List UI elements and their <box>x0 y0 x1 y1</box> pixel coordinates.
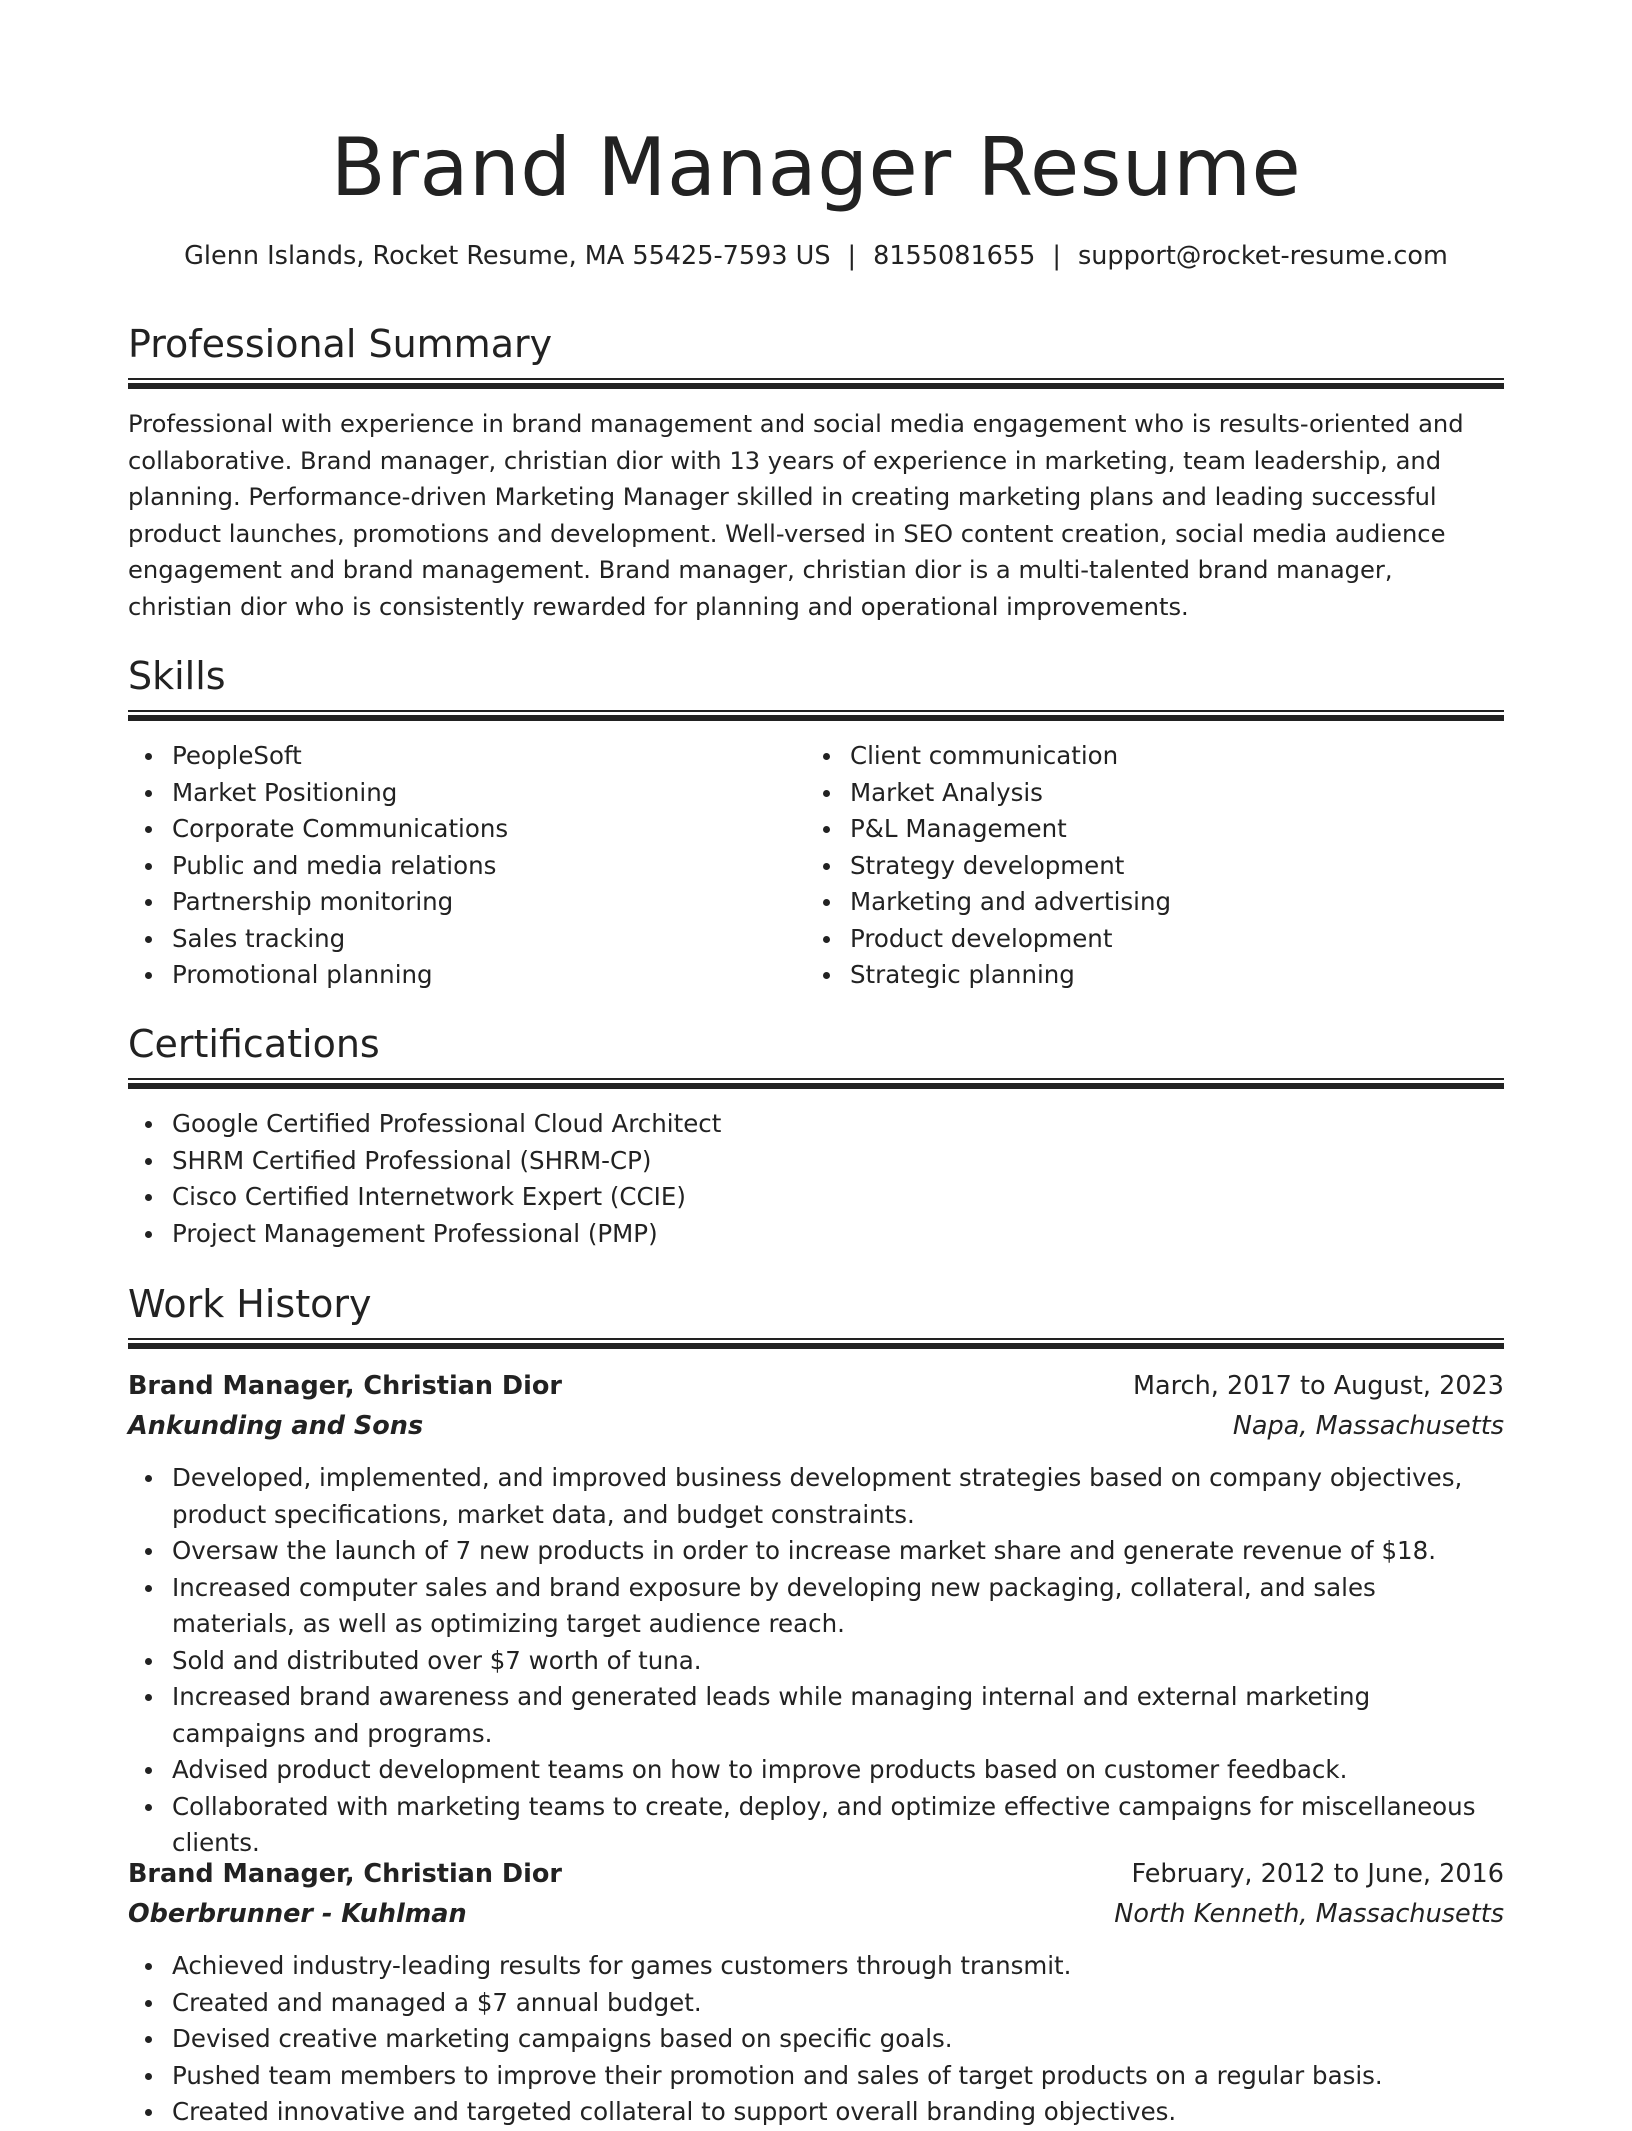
job-bullet: Created and managed a $7 annual budget. <box>128 1985 1504 2022</box>
certification-item: Google Certified Professional Cloud Architect <box>128 1106 1504 1143</box>
section-divider <box>128 1078 1504 1089</box>
skill-item: Strategy development <box>806 848 1476 885</box>
certifications-list <box>128 1106 1504 1252</box>
job-title: Brand Manager, Christian Dior <box>128 1371 562 1401</box>
skill-item: PeopleSoft <box>128 738 798 775</box>
contact-phone: 8155081655 <box>873 241 1036 271</box>
contact-separator: | <box>1052 241 1061 271</box>
section-heading-work-history: Work History <box>128 1282 372 1326</box>
job-bullet: Advised product development teams on how to improve products based on customer feedback. <box>128 1752 1504 1789</box>
job-title: Brand Manager, Christian Dior <box>128 1859 562 1889</box>
job-company: Oberbrunner - Kuhlman <box>128 1899 467 1929</box>
section-divider <box>128 1338 1504 1349</box>
skill-item: Market Analysis <box>806 775 1476 812</box>
skill-item: Public and media relations <box>128 848 798 885</box>
skills-list-right <box>806 738 1476 994</box>
section-heading-summary: Professional Summary <box>128 322 553 366</box>
skill-item: Marketing and advertising <box>806 884 1476 921</box>
job-bullet: Devised creative marketing campaigns based on specific goals. <box>128 2021 1504 2058</box>
job-company: Ankunding and Sons <box>128 1411 424 1441</box>
skills-list-left <box>128 738 798 994</box>
job-bullet: Achieved industry-leading results for games customers through transmit. <box>128 1948 1504 1985</box>
contact-email: support@rocket-resume.com <box>1077 241 1448 271</box>
job-bullet: Oversaw the launch of 7 new products in order to increase market share and generate revenue of $18. <box>128 1533 1504 1570</box>
certification-item: Cisco Certified Internetwork Expert (CCIE) <box>128 1179 1504 1216</box>
job-bullet-list <box>128 1460 1504 1862</box>
certification-item: SHRM Certified Professional (SHRM-CP) <box>128 1143 1504 1180</box>
job-bullet: Sold and distributed over $7 worth of tuna. <box>128 1643 1504 1680</box>
skill-item: Market Positioning <box>128 775 798 812</box>
job-bullet: Developed, implemented, and improved business development strategies based on company objectives, product specifications, market data, and budget constraints. <box>128 1460 1504 1533</box>
section-heading-skills: Skills <box>128 654 226 698</box>
skill-item: P&L Management <box>806 811 1476 848</box>
section-divider <box>128 378 1504 389</box>
job-location: Napa, Massachusetts <box>1232 1411 1504 1441</box>
summary-text: Professional with experience in brand management and social media engagement who is results-oriented and collaborative. Brand manager, christian dior with 13 years of experience in marketing, team leadership, and planning. Performance-driven Marketing Manager skilled in creating marketing plans and leading successful product launches, promotions and development. Well-versed in SEO content creation, social media audience engagement and brand management. Brand manager, christian dior is a multi-talented brand manager, christian dior who is consistently rewarded for planning and operational improvements. <box>128 410 1464 621</box>
certification-item: Project Management Professional (PMP) <box>128 1216 1504 1253</box>
contact-line <box>128 238 1504 274</box>
job-bullet: Increased computer sales and brand exposure by developing new packaging, collateral, and sales materials, as well as optimizing target audience reach. <box>128 1570 1504 1643</box>
job-bullet: Pushed team members to improve their promotion and sales of target products on a regular basis. <box>128 2058 1504 2095</box>
section-heading-certifications: Certifications <box>128 1022 380 1066</box>
job-bullet: Created innovative and targeted collateral to support overall branding objectives. <box>128 2094 1504 2131</box>
section-divider <box>128 710 1504 721</box>
job-bullet: Increased brand awareness and generated leads while managing internal and external marketing campaigns and programs. <box>128 1679 1504 1752</box>
job-bullet: Collaborated with marketing teams to create, deploy, and optimize effective campaigns for miscellaneous clients. <box>128 1789 1504 1862</box>
contact-address: Glenn Islands, Rocket Resume, MA 55425-7593 US <box>184 241 831 271</box>
job-dates: March, 2017 to August, 2023 <box>1133 1371 1504 1401</box>
skill-item: Product development <box>806 921 1476 958</box>
resume-title: Brand Manager Resume <box>330 121 1302 214</box>
skill-item: Client communication <box>806 738 1476 775</box>
skill-item: Strategic planning <box>806 957 1476 994</box>
skill-item: Promotional planning <box>128 957 798 994</box>
contact-separator: | <box>847 241 857 271</box>
job-location: North Kenneth, Massachusetts <box>1114 1899 1504 1929</box>
job-bullet-list <box>128 1948 1504 2131</box>
skill-item: Partnership monitoring <box>128 884 798 921</box>
job-dates: February, 2012 to June, 2016 <box>1131 1859 1504 1889</box>
skill-item: Corporate Communications <box>128 811 798 848</box>
skill-item: Sales tracking <box>128 921 798 958</box>
